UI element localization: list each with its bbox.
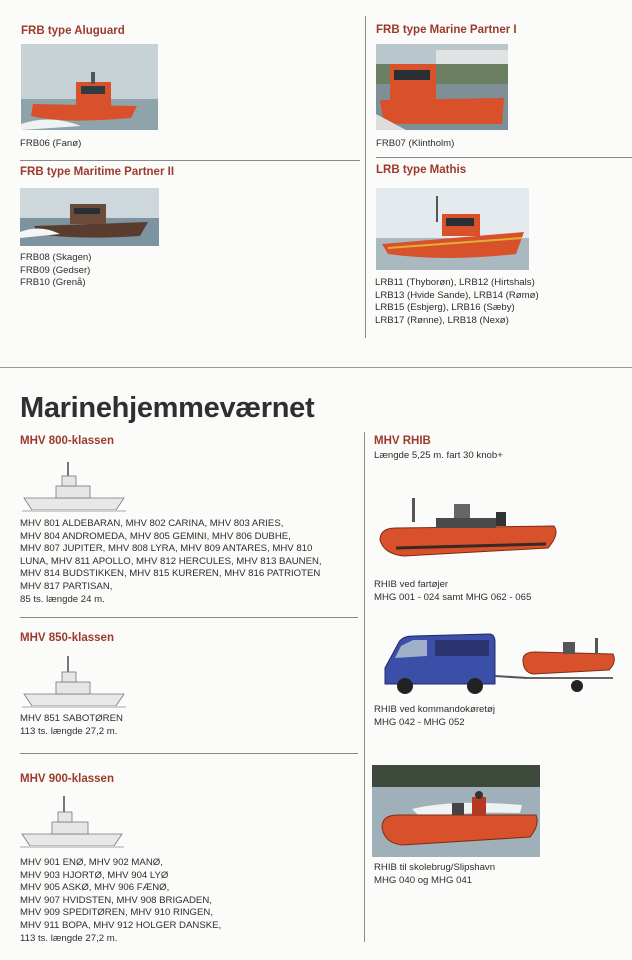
text-mhv-800: MHV 801 ALDEBARAN, MHV 802 CARINA, MHV 803 ARIES, MHV 804 ANDROMEDA, MHV 805 GEMINI, MHV 806 DUBHE, MHV 807 JUPITER, MHV 808 LYRA, MHV 809 ANTARES, MHV 810 LUNA, MHV 811 APOLLO, MHV 812 HERCULES, MHV 813 BAUNEN, MHV 814 BUDSTIKKEN, MHV 815 KUREREN, MHV 816 PATRIOTEN MHV 817 PARTISAN, 85 ts. længde 24 m. xyxy=(20,518,322,605)
heading-mhv-850: MHV 850-klassen xyxy=(20,632,114,644)
text-lrb-mathis: LRB11 (Thyborøn), LRB12 (Hirtshals) LRB13 (Hvide Sande), LRB14 (Rømø) LRB15 (Esbjerg), LRB16 (Sæby) LRB17 (Rønne), LRB18 (Nexø) xyxy=(375,277,539,326)
divider xyxy=(20,160,360,161)
divider xyxy=(20,753,358,754)
heading-mhv-rhib: MHV RHIB xyxy=(374,435,431,447)
divider xyxy=(364,432,365,942)
heading-lrb-mathis: LRB type Mathis xyxy=(376,164,467,176)
text-mhv-850: MHV 851 SABOTØREN 113 ts. længde 27,2 m. xyxy=(20,713,123,737)
text-mhv-900: MHV 901 ENØ, MHV 902 MANØ, MHV 903 HJORTØ, MHV 904 LYØ MHV 905 ASKØ, MHV 906 FÆNØ, MHV 907 HVIDSTEN, MHV 908 BRIGADEN, MHV 909 SPEDITØREN, MHV 910 RINGEN, MHV 911 BOPA, MHV 912 HOLGER DANSKE, 113 ts. længde 27,2 m. xyxy=(20,857,222,944)
boat-photo-rhib-3 xyxy=(372,765,540,857)
page-title: Marinehjemmeværnet xyxy=(20,392,315,424)
divider xyxy=(376,157,632,158)
boat-photo-rhib-1 xyxy=(376,490,560,570)
text-frb-maritime-partner: FRB08 (Skagen) FRB09 (Gedser) FRB10 (Grenå) xyxy=(20,252,92,289)
heading-frb-aluguard: FRB type Aluguard xyxy=(21,25,125,37)
boat-photo-aluguard xyxy=(21,44,158,130)
divider xyxy=(365,16,366,338)
text-rhib-block3: RHIB til skolebrug/Slipshavn MHG 040 og MHG 041 xyxy=(374,862,496,886)
text-rhib-block1: RHIB ved fartøjer MHG 001 - 024 samt MHG 062 - 065 xyxy=(374,579,532,603)
text-rhib-subtitle: Længde 5,25 m. fart 30 knob+ xyxy=(374,450,503,461)
divider xyxy=(0,367,632,368)
divider xyxy=(20,617,358,618)
ship-silhouette-850 xyxy=(22,652,126,710)
van-photo xyxy=(377,628,617,698)
boat-photo-maritime-partner xyxy=(20,188,159,246)
ship-silhouette-900 xyxy=(20,792,124,850)
ship-silhouette-800 xyxy=(22,458,126,514)
boat-photo-mathis xyxy=(376,188,529,270)
heading-mhv-800: MHV 800-klassen xyxy=(20,435,114,447)
heading-frb-marine-partner: FRB type Marine Partner I xyxy=(376,24,517,36)
text-frb-aluguard: FRB06 (Fanø) xyxy=(20,138,82,149)
text-frb-marine-partner: FRB07 (Klintholm) xyxy=(376,138,455,149)
text-rhib-block2: RHIB ved kommandokøretøj MHG 042 - MHG 052 xyxy=(374,704,496,728)
heading-mhv-900: MHV 900-klassen xyxy=(20,773,114,785)
heading-frb-maritime-partner: FRB type Maritime Partner II xyxy=(20,166,175,178)
boat-photo-marine-partner xyxy=(376,44,508,130)
